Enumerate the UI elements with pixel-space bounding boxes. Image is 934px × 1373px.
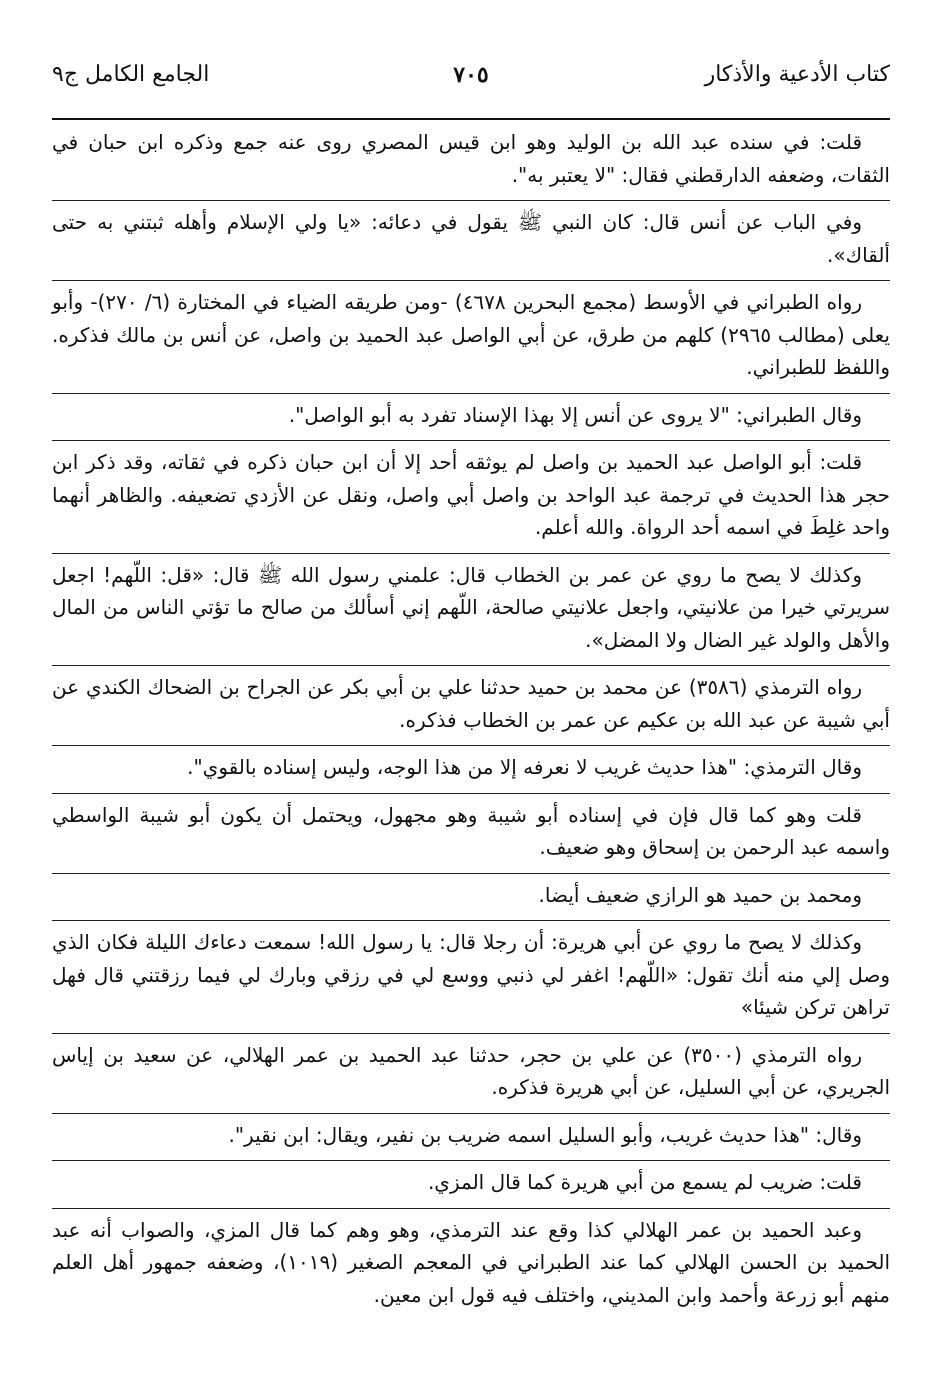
paragraph: قلت وهو كما قال فإن في إسناده أبو شيبة وهو مجهول، ويحتمل أن يكون أبو شيبة الواسطي واسمه عبد الرحمن بن إسحاق وهو ضعيف. (52, 793, 890, 864)
paragraph: رواه الترمذي (٣٥٠٠) عن علي بن حجر، حدثنا عبد الحميد بن عمر الهلالي، عن سعيد بن إياس الجريري، عن أبي السليل، عن أبي هريرة فذكره. (52, 1033, 890, 1104)
page-body (52, 126, 890, 1320)
paragraph: وكذلك لا يصح ما روي عن عمر بن الخطاب قال: علمني رسول الله ﷺ قال: «قل: اللّهم! اجعل سريرتي خيرا من علانيتي، واجعل علانيتي صالحة، اللّهم إني أسألك من صالح ما تؤتي الناس من المال والأهل والولد غير الضال ولا المضل». (52, 553, 890, 657)
paragraph: وفي الباب عن أنس قال: كان النبي ﷺ يقول في دعائه: «يا ولي الإسلام وأهله ثبتني به حتى ألقاك». (52, 200, 890, 271)
paragraph: ومحمد بن حميد هو الرازي ضعيف أيضا. (52, 873, 890, 912)
paragraph: قلت: أبو الواصل عبد الحميد بن واصل لم يوثقه أحد إلا أن ابن حبان ذكره في ثقاته، وقد ذكر ابن حجر هذا الحديث في ترجمة عبد الواحد بن واصل أبي واصل، ونقل عن الأزدي تضعيفه. والظاهر أنهما واحد غلِطَ في اسمه أحد الرواة. والله أعلم. (52, 440, 890, 544)
header-rule (52, 118, 890, 120)
book-title: كتاب الأدعية والأذكار (704, 62, 890, 87)
book-page (52, 50, 890, 1340)
paragraph: وكذلك لا يصح ما روي عن أبي هريرة: أن رجلا قال: يا رسول الله! سمعت دعاءك الليلة فكان الذي وصل إلي منه أنك تقول: «اللّهم! اغفر لي ذنبي ووسع لي في رزقي وبارك لي فيما رزقتني قال فهل تراهن تركن شيئا» (52, 920, 890, 1024)
page-header (52, 50, 890, 90)
page-number: ٧٠٥ (453, 62, 489, 88)
paragraph: وقال الترمذي: "هذا حديث غريب لا نعرفه إلا من هذا الوجه، وليس إسناده بالقوي". (52, 745, 890, 784)
paragraph: وقال: "هذا حديث غريب، وأبو السليل اسمه ضريب بن نفير، ويقال: ابن نقير". (52, 1113, 890, 1152)
paragraph: قلت: في سنده عبد الله بن الوليد وهو ابن قيس المصري روى عنه جمع وذكره ابن حبان في الثقات، وضعفه الدارقطني فقال: "لا يعتبر به". (52, 130, 890, 187)
paragraph: وقال الطبراني: "لا يروى عن أنس إلا بهذا الإسناد تفرد به أبو الواصل". (52, 393, 890, 432)
paragraph: قلت: ضريب لم يسمع من أبي هريرة كما قال المزي. (52, 1160, 890, 1199)
paragraph: وعبد الحميد بن عمر الهلالي كذا وقع عند الترمذي، وهو وهم كما قال المزي، والصواب أنه عبد الحميد بن الحسن الهلالي كما عند الطبراني في المعجم الصغير (١٠١٩)، وضعفه جمهور أهل العلم منهم أبو زرعة وأحمد وابن المديني، واختلف فيه قول ابن معين. (52, 1208, 890, 1312)
paragraph: رواه الترمذي (٣٥٨٦) عن محمد بن حميد حدثنا علي بن أبي بكر عن الجراح بن الضحاك الكندي عن أبي شيبة عن عبد الله بن عكيم عن عمر بن الخطاب فذكره. (52, 665, 890, 736)
volume-title: الجامع الكامل ج٩ (52, 62, 210, 87)
paragraph: رواه الطبراني في الأوسط (مجمع البحرين ٤٦٧٨) -ومن طريقه الضياء في المختارة (٦/ ٢٧٠)- وأبو يعلى (مطالب ٢٩٦٥) كلهم من طرق، عن أبي الواصل عبد الحميد بن واصل، عن أنس بن مالك فذكره. واللفظ للطبراني. (52, 280, 890, 384)
